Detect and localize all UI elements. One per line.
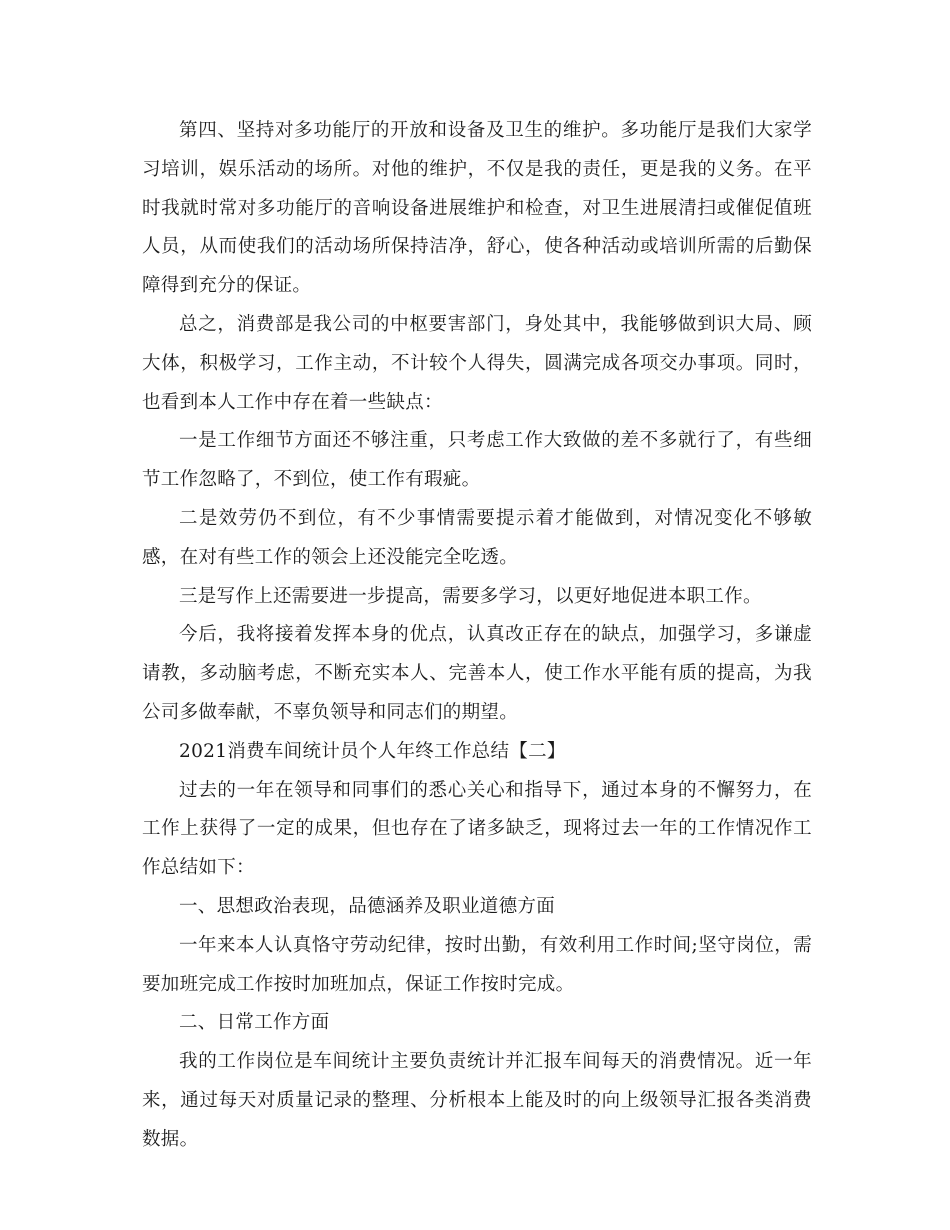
- paragraph-summary: 总之，消费部是我公司的中枢要害部门，身处其中，我能够做到识大局、顾大体，积极学习，工作主动，不计较个人得失，圆满完成各项交办事项。同时，也看到本人工作中存在着一些缺点：: [142, 313, 812, 413]
- paragraph-shortcoming-1: 一是工作细节方面还不够注重，只考虑工作大致做的差不多就行了，有些细节工作忽略了，不到位，使工作有瑕疵。: [142, 430, 812, 491]
- paragraph-daily-work: 我的工作岗位是车间统计主要负责统计并汇报车间每天的消费情况。近一年来，通过每天对质量记录的整理、分析根本上能及时的向上级领导汇报各类消费数据。: [142, 1051, 812, 1150]
- paragraph-shortcoming-3: 三是写作上还需要进一步提高，需要多学习，以更好地促进本职工作。: [179, 585, 762, 607]
- section-heading-part-two: 2021消费车间统计员个人年终工作总结【二】: [179, 740, 566, 762]
- paragraph-future-plan: 今后，我将接着发挥本身的优点，认真改正存在的缺点，加强学习，多谦虚请教，多动脑考虑，不断充实本人、完善本人，使工作水平能有质的提高，为我公司多做奉献，不辜负领导和同志们的期望。: [142, 624, 812, 723]
- paragraph-shortcoming-2: 二是效劳仍不到位，有不少事情需要提示着才能做到，对情况变化不够敏感，在对有些工作的领会上还没能完全吃透。: [142, 507, 812, 568]
- subheading-political-performance: 一、思想政治表现，品德涵养及职业道德方面: [179, 895, 556, 917]
- paragraph-discipline: 一年来本人认真恪守劳动纪律，按时出勤，有效利用工作时间;坚守岗位，需要加班完成工作按时加班加点，保证工作按时完成。: [142, 934, 812, 995]
- document-body: [142, 112, 812, 1160]
- paragraph-item-4-maintenance: 第四、坚持对多功能厅的开放和设备及卫生的维护。多功能厅是我们大家学习培训，娱乐活动的场所。对他的维护，不仅是我的责任，更是我的义务。在平时我就时常对多功能厅的音响设备进展维护和检查，对卫生进展清扫或催促值班人员，从而使我们的活动场所保持洁净，舒心，使各种活动或培训所需的后勤保障得到充分的保证。: [142, 120, 812, 297]
- subheading-daily-work: 二、日常工作方面: [179, 1012, 330, 1034]
- paragraph-intro: 过去的一年在领导和同事们的悉心关心和指导下，通过本身的不懈努力，在工作上获得了一定的成果，但也存在了诸多缺乏，现将过去一年的工作情况作工作总结如下：: [142, 779, 812, 879]
